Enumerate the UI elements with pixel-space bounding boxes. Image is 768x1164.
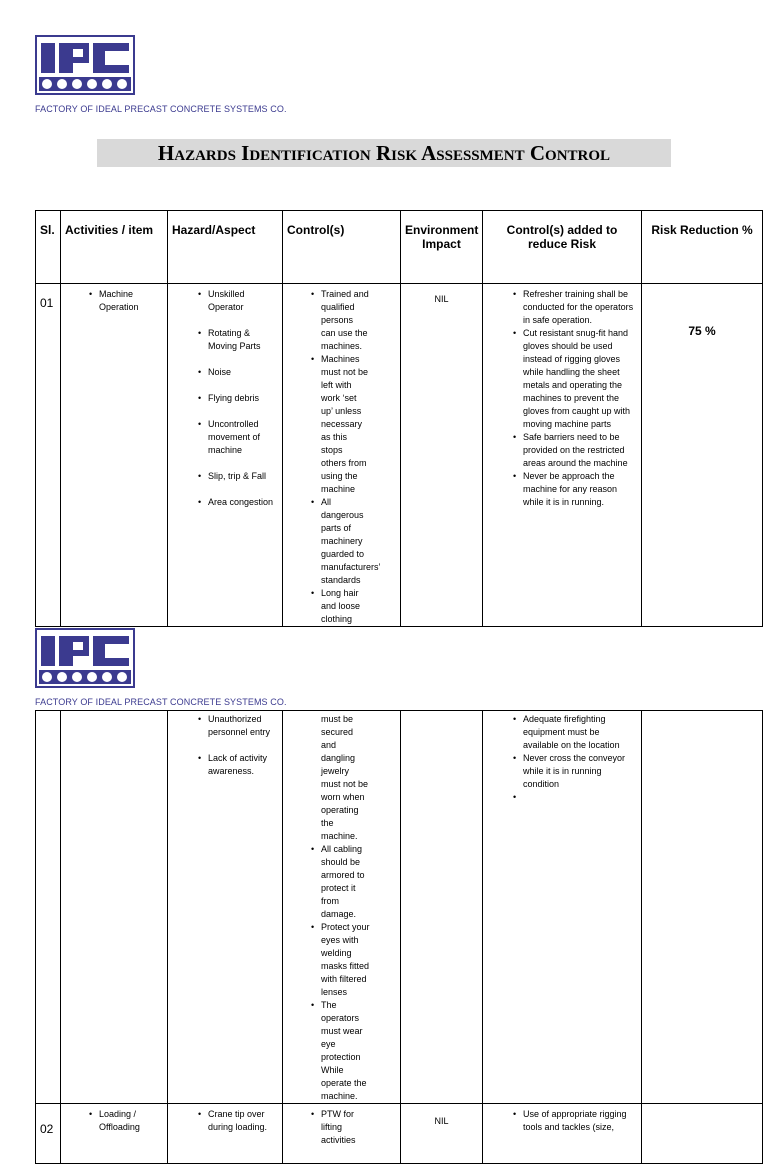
row-sl	[36, 711, 61, 1104]
activity-item: • Loading / Offloading	[99, 1108, 163, 1134]
header-controls-added: Control(s) added to reduce Risk	[483, 211, 642, 284]
control-item: • All dangerous parts of machinery guarded to manufacturers’ standards	[321, 496, 370, 587]
control-item: • Long hair and loose clothing	[321, 587, 370, 626]
hazard-item: • Lack of activity awareness.	[208, 752, 276, 778]
hazard-item: • Unauthorized personnel entry	[208, 713, 276, 739]
row-env-impact	[401, 711, 483, 1104]
header-environment: Environment Impact	[401, 211, 483, 284]
row-added-controls-cell	[483, 711, 642, 1104]
row-risk-reduction: 75 %	[642, 284, 763, 627]
hazard-item: • Noise	[208, 366, 276, 379]
control-item: • Machines must not be left with work ‘set up’ unless necessary as this stops others from using the machine	[321, 353, 370, 496]
control-item: • All cabling should be armored to protect it from damage.	[321, 843, 370, 921]
header-activities: Activities / item	[61, 211, 168, 284]
control-item: • Trained and qualified persons can use the machines.	[321, 288, 370, 353]
row-controls-cell	[283, 711, 401, 1104]
row-added-controls-cell	[483, 1104, 642, 1164]
row-activity-cell	[61, 284, 168, 627]
hazard-item: • Crane tip over during loading.	[208, 1108, 276, 1134]
row-sl: 01	[36, 284, 61, 627]
added-control-item	[523, 791, 637, 804]
header-hazard: Hazard/Aspect	[168, 211, 283, 284]
row-activity-cell	[61, 711, 168, 1104]
row-controls-cell	[283, 284, 401, 627]
row-hazard-cell	[168, 1104, 283, 1164]
row-risk-reduction	[642, 1104, 763, 1164]
control-item: • The operators must wear eye protection While operate the machine.	[321, 999, 370, 1103]
row-risk-reduction	[642, 711, 763, 1104]
header-risk-reduction: Risk Reduction %	[642, 211, 763, 284]
table-row	[36, 1104, 763, 1164]
row-env-impact: NIL	[401, 284, 483, 627]
page-title: Hazards Identification Risk Assessment Control	[97, 139, 671, 167]
added-control-item: • Safe barriers need to be provided on the restricted areas around the machine	[523, 431, 637, 470]
hazard-item: • Rotating & Moving Parts	[208, 327, 276, 353]
row-env-impact: NIL	[401, 1104, 483, 1164]
company-name: FACTORY OF IDEAL PRECAST CONCRETE SYSTEMS CO.	[35, 104, 287, 114]
added-control-item: • Adequate firefighting equipment must be available on the location	[523, 713, 637, 752]
row-hazard-cell	[168, 284, 283, 627]
risk-table	[35, 210, 763, 627]
control-item: • PTW for lifting activities	[321, 1108, 370, 1147]
hazard-item: • Unskilled Operator	[208, 288, 276, 314]
hazard-item: • Flying debris	[208, 392, 276, 405]
row-sl: 02	[36, 1104, 61, 1164]
header-sl: Sl.	[36, 211, 61, 284]
activity-item: • Machine Operation	[99, 288, 161, 314]
row-hazard-cell	[168, 711, 283, 1104]
header-controls: Control(s)	[283, 211, 401, 284]
control-item-continued: must be secured and dangling jewelry must not be worn when operating the machine.	[321, 714, 369, 841]
row-activity-cell	[61, 1104, 168, 1164]
table-header-row	[36, 211, 763, 284]
added-control-item: • Refresher training shall be conducted for the operators in safe operation.	[523, 288, 637, 327]
company-name: FACTORY OF IDEAL PRECAST CONCRETE SYSTEMS CO.	[35, 697, 287, 707]
hazard-item: • Uncontrolled movement of machine	[208, 418, 276, 457]
hazard-item: • Area congestion	[208, 496, 276, 509]
hazard-item: • Slip, trip & Fall	[208, 470, 276, 483]
row-added-controls-cell	[483, 284, 642, 627]
company-logo	[35, 35, 135, 95]
table-row	[36, 711, 763, 1104]
control-item: • Protect your eyes with welding masks fitted with filtered lenses	[321, 921, 370, 999]
added-control-item: • Never be approach the machine for any reason while it is in running.	[523, 470, 637, 509]
added-control-item: • Use of appropriate rigging tools and tackles (size,	[523, 1108, 637, 1134]
company-logo	[35, 628, 135, 688]
risk-table-continued	[35, 710, 763, 1164]
added-control-item: • Cut resistant snug-fit hand gloves should be used instead of rigging gloves while handling the sheet metals and operating the machines to prevent the gloves from caught up with moving machine parts	[523, 327, 637, 431]
row-controls-cell	[283, 1104, 401, 1164]
added-control-item: • Never cross the conveyor while it is in running condition	[523, 752, 637, 791]
table-row	[36, 284, 763, 627]
